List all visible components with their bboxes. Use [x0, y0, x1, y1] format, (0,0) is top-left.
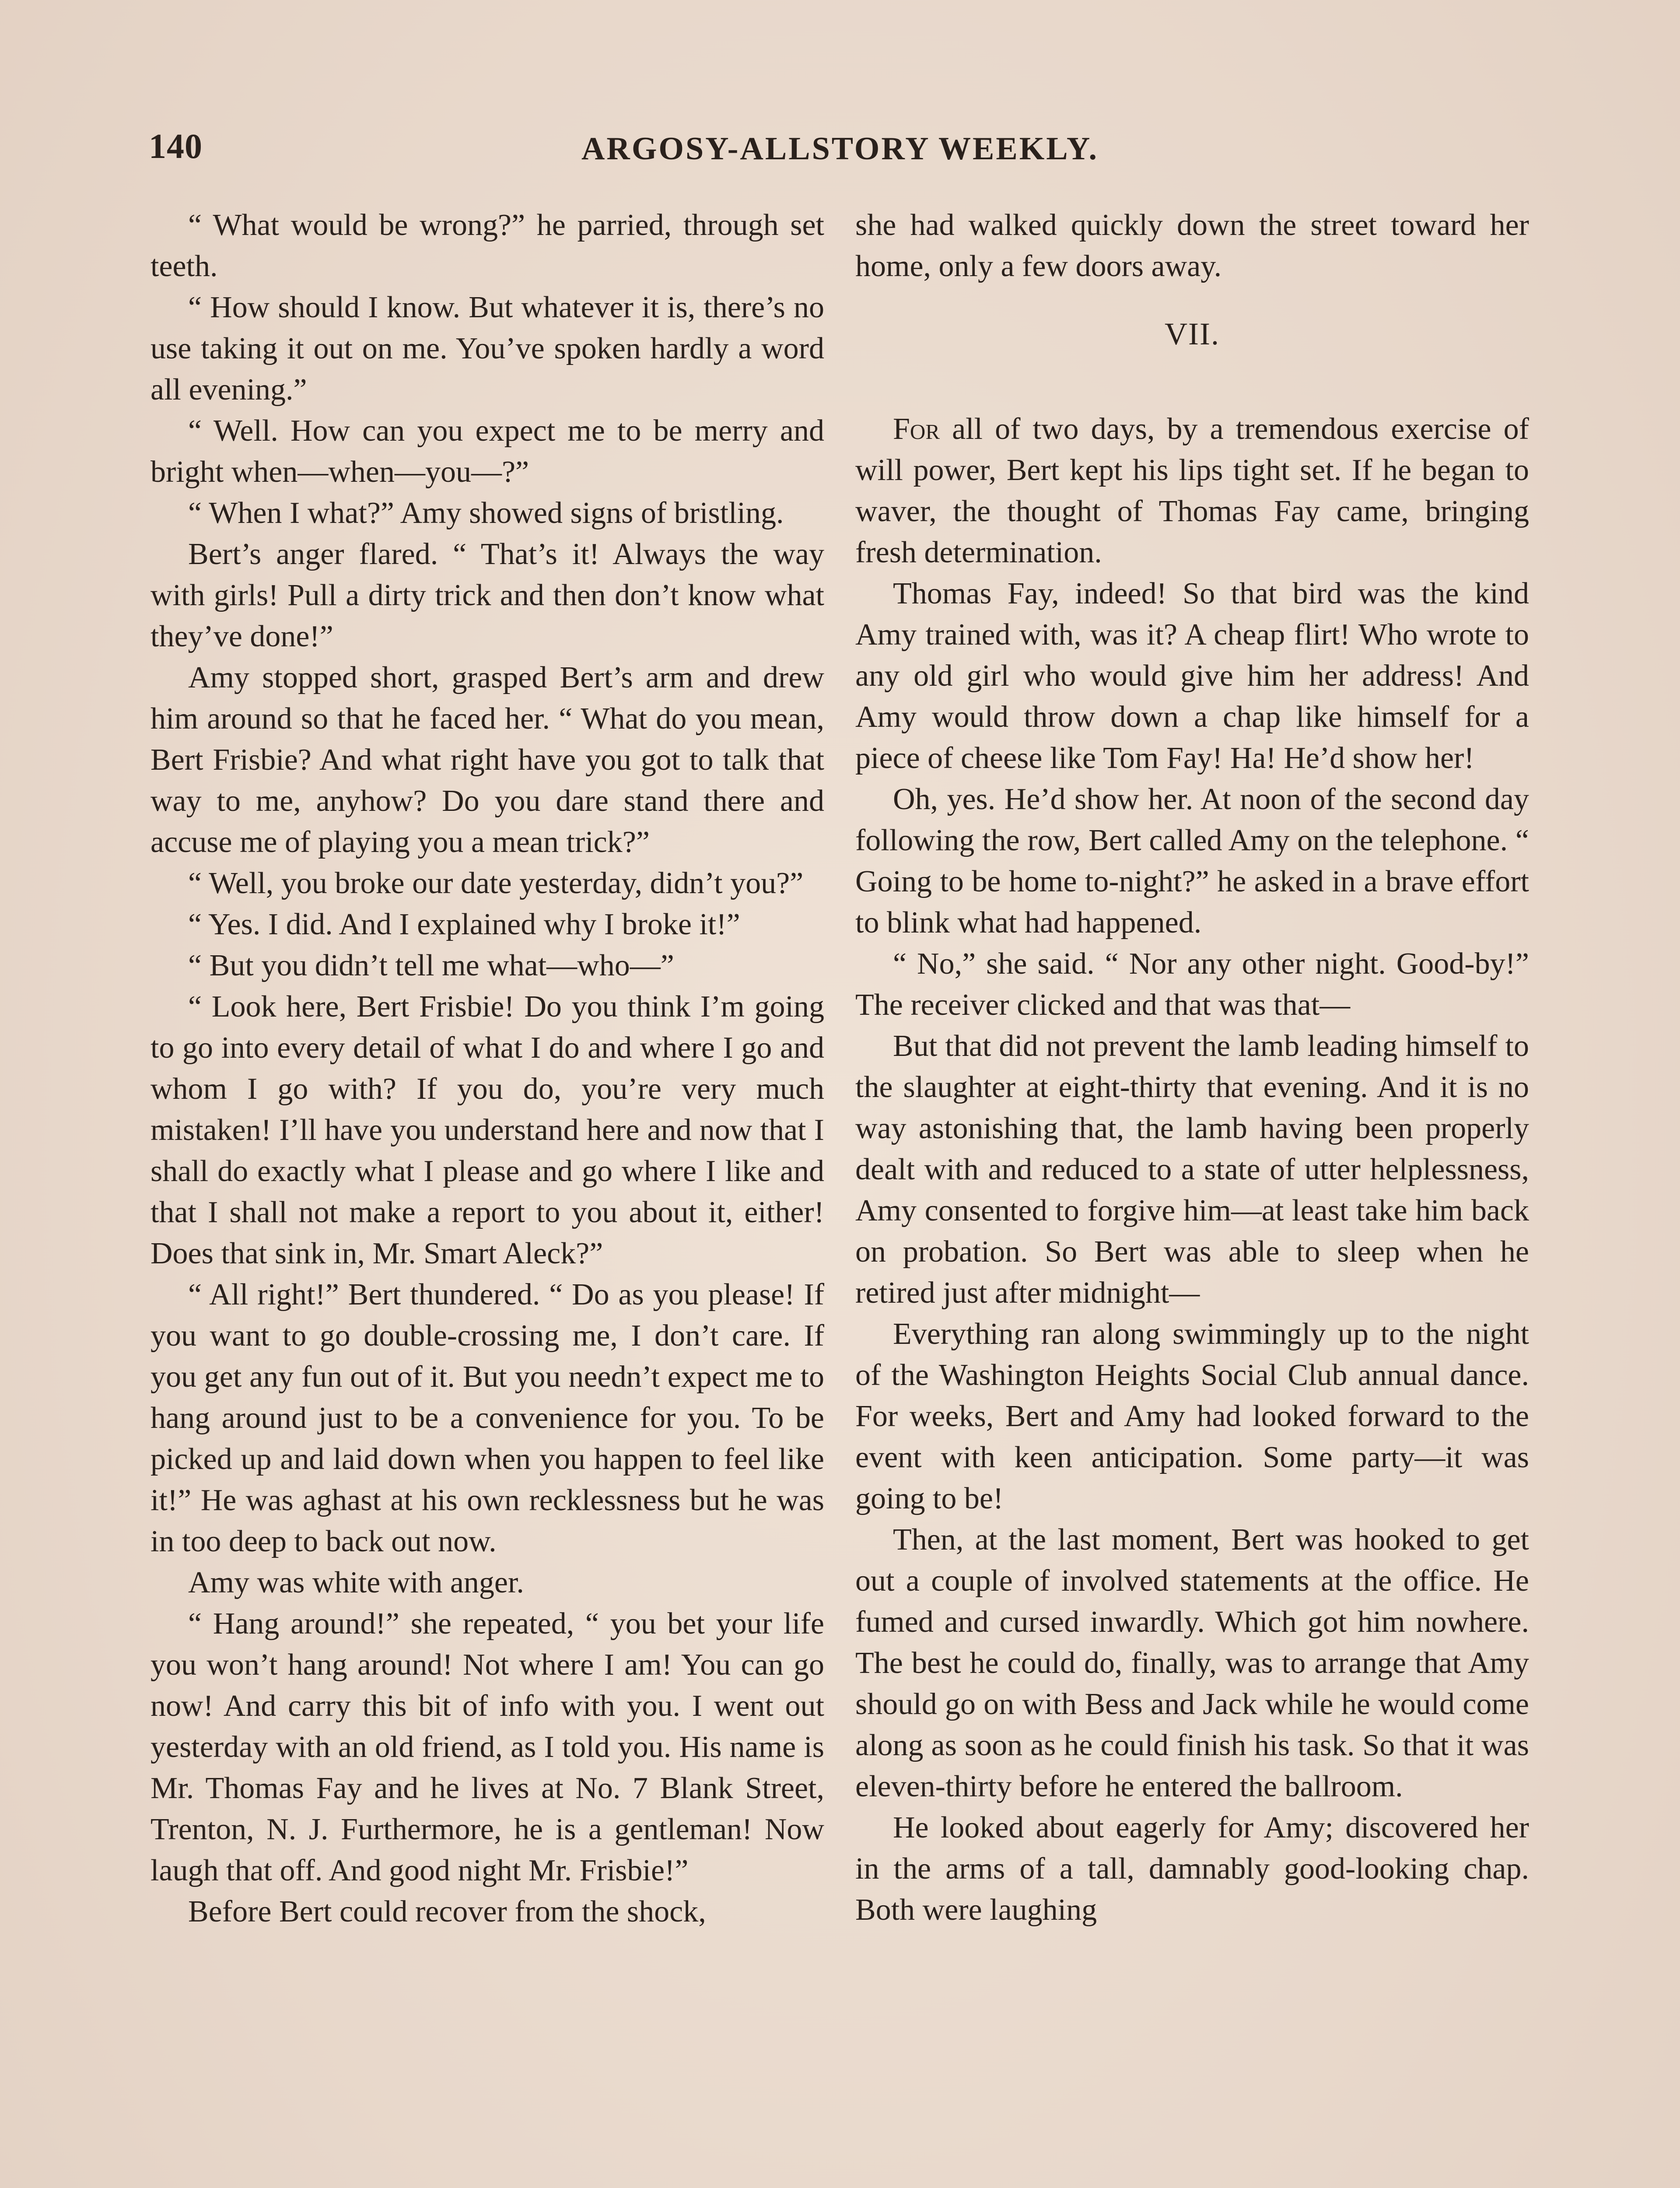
page-number: 140 — [149, 127, 203, 166]
section-heading: VII. — [1165, 316, 1220, 351]
paragraph: “ But you didn’t tell me what—who—” — [188, 949, 674, 982]
paragraph: Amy was white with anger. — [188, 1566, 524, 1599]
section-first-paragraph — [855, 409, 1529, 573]
paragraph-continuation: she had walked quickly down the street toward her home, only a few doors away. — [855, 208, 1529, 283]
paragraph: “ Hang around!” she repeated, “ you bet your life you won’t hang around! Not where I am! You can go now! And carry this bit of info with you. I went out yesterday with an old friend, as I told you. His name is Mr. Thomas Fay and he lives at No. 7 Blank Street, Trenton, N. J. Furthermore, he is a gentleman! Now laugh that off. And good night Mr. Frisbie!” — [150, 1607, 824, 1887]
paragraph: Everything ran along swimmingly up to the night of the Washington Heights Social Club annual dance. For weeks, Bert and Amy had looked forward to the event with keen anticipation. Some party—it was going to be! — [855, 1317, 1529, 1515]
paragraph: Oh, yes. He’d show her. At noon of the second day following the row, Bert called Amy on the telephone. “ Going to be home to-night?” he asked in a brave effort to blink what had happened. — [855, 782, 1529, 940]
first-paragraph-text: all of two days, by a tremendous exercise of will power, Bert kept his lips tight set. If he began to waver, the thought of Thomas Fay came, bringing fresh determination. — [855, 412, 1529, 569]
paragraph: “ Well. How can you expect me to be merry and bright when—when—you—?” — [150, 414, 824, 489]
paragraph: Before Bert could recover from the shock, — [188, 1895, 706, 1929]
paragraph: “ How should I know. But whatever it is, there’s no use taking it out on me. You’ve spoken hardly a word all evening.” — [150, 291, 824, 407]
paragraph: “ When I what?” Amy showed signs of bristling. — [188, 496, 784, 530]
paragraph: “ Well, you broke our date yesterday, didn’t you?” — [188, 866, 804, 900]
running-head: ARGOSY-ALLSTORY WEEKLY. — [581, 131, 1099, 167]
paragraph: “ Yes. I did. And I explained why I broke it!” — [188, 908, 740, 941]
paragraph: He looked about eagerly for Amy; discovered her in the arms of a tall, damnably good-looking chap. Both were laughing — [855, 1811, 1529, 1927]
paragraph: But that did not prevent the lamb leading himself to the slaughter at eight-thirty that evening. And it is no way astonishing that, the lamb having been properly dealt with and reduced to a state of utter helplessness, Amy consented to forgive him—at least take him back on probation. So Bert was able to sleep when he retired just after midnight— — [855, 1029, 1529, 1310]
right-column — [855, 205, 1529, 1931]
paragraph: “ All right!” Bert thundered. “ Do as you please! If you want to go double-crossing me, I don’t care. If you get any fun out of it. But you needn’t expect me to hang around just to be a convenience for you. To be picked up and laid down when you happen to feel like it!” He was aghast at his own recklessness but he was in too deep to back out now. — [150, 1278, 824, 1558]
paragraph: Bert’s anger flared. “ That’s it! Always the way with girls! Pull a dirty trick and then don’t know what they’ve done!” — [150, 537, 824, 653]
paragraph: “ No,” she said. “ Nor any other night. Good-by!” The receiver clicked and that was that— — [855, 947, 1529, 1022]
left-column — [150, 205, 824, 1932]
paragraph: Amy stopped short, grasped Bert’s arm and drew him around so that he faced her. “ What do you mean, Bert Frisbie? And what right have you got to talk that way to me, anyhow? Do you dare stand there and accuse me of playing you a mean trick?” — [150, 661, 824, 859]
paragraph: “ Look here, Bert Frisbie! Do you think I’m going to go into every detail of what I do and where I go and whom I go with? If you do, you’re very much mistaken! I’ll have you understand here and now that I shall do exactly what I please and go where I like and that I shall not make a report to you about it, either! Does that sink in, Mr. Smart Aleck?” — [150, 990, 824, 1270]
drop-lead-word: For — [893, 412, 940, 446]
paragraph: “ What would be wrong?” he parried, through set teeth. — [150, 208, 824, 283]
paragraph: Thomas Fay, indeed! So that bird was the kind Amy trained with, was it? A cheap flirt! Who wrote to any old girl who would give him her address! And Amy would throw down a chap like himself for a piece of cheese like Tom Fay! Ha! He’d show her! — [855, 577, 1529, 775]
paragraph: Then, at the last moment, Bert was hooked to get out a couple of involved statements at the office. He fumed and cursed inwardly. Which got him nowhere. The best he could do, finally, was to arrange that Amy should go on with Bess and Jack while he would come along as soon as he could finish his task. So that it was eleven-thirty before he entered the ballroom. — [855, 1523, 1529, 1803]
